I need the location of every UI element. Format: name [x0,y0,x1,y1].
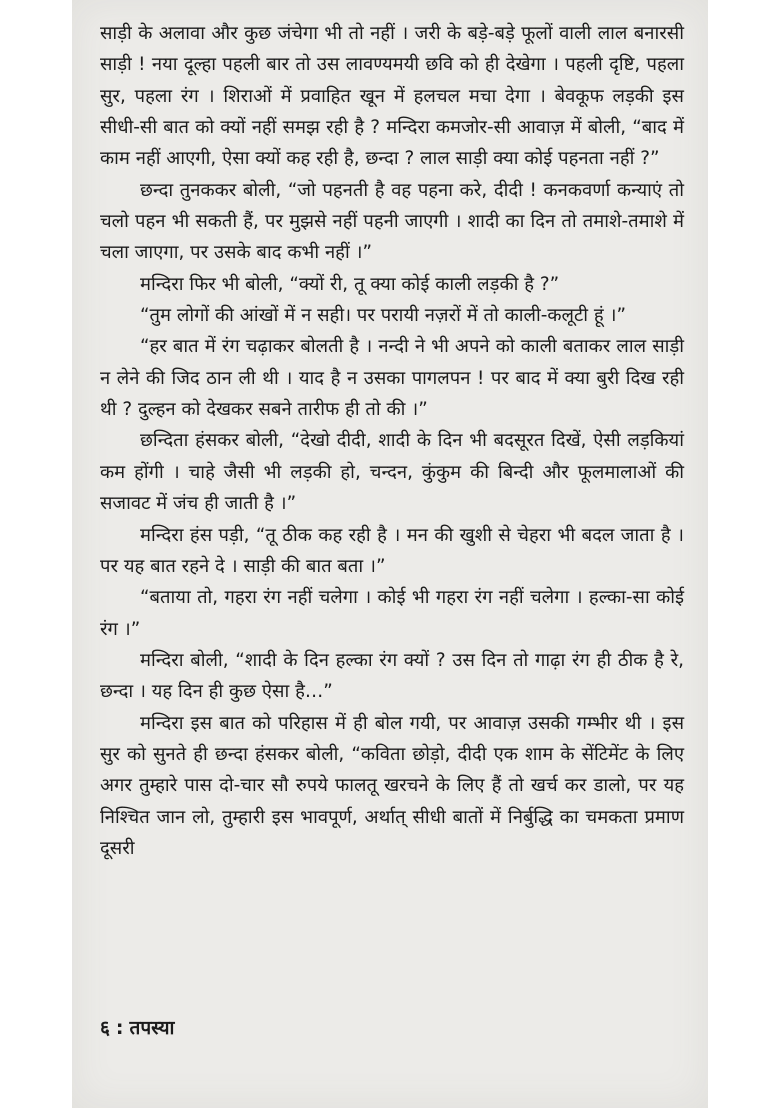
book-page [72,0,708,1108]
footer-separator: : [115,1017,124,1039]
paragraph-3: मन्दिरा फिर भी बोली, “क्यों री, तू क्या कोई काली लड़की है ?” [140,273,560,295]
paragraph-9: मन्दिरा बोली, “शादी के दिन हल्का रंग क्यों ? उस दिन तो गाढ़ा रंग ही ठीक है रे, छन्दा । यह दिन ही कुछ ऐसा है…” [100,649,684,703]
paragraph-8: “बताया तो, गहरा रंग नहीं चलेगा । कोई भी गहरा रंग नहीं चलेगा । हल्का-सा कोई रंग ।” [100,587,684,640]
paragraph-1: साड़ी के अलावा और कुछ जंचेगा भी तो नहीं । जरी के बड़े-बड़े फूलों वाली लाल बनारसी साड़ी ! नया दूल्हा पहली बार तो उस लावण्यमयी छवि को ही देखेगा । पहली दृष्टि, पहला सुर, पहला रंग । शिराओं में प्रवाहित खून में हलचल मचा देगा । बेवकूफ लड़की इस सीधी-सी बात को क्यों नहीं समझ रही है ? मन्दिरा कमजोर-सी आवाज़ में बोली, “बाद में काम नहीं आएगी, ऐसा क्यों कह रही है, छन्दा ? लाल साड़ी क्या कोई पहनता नहीं ?” [100,23,684,170]
paragraph-7: मन्दिरा हंस पड़ी, “तू ठीक कह रही है । मन की खुशी से चेहरा भी बदल जाता है । पर यह बात रहने दे । साड़ी की बात बता ।” [100,524,684,577]
paragraph-10: मन्दिरा इस बात को परिहास में ही बोल गयी, पर आवाज़ उसकी गम्भीर थी । इस सुर को सुनते ही छन्दा हंसकर बोली, “कविता छोड़ो, दीदी एक शाम के सेंटिमेंट के लिए अगर तुम्हारे पास दो-चार सौ रुपये फालतू खरचने के लिए हैं तो खर्च कर डालो, पर यह निश्चित जान लो, तुम्हारी इस भावपूर्ण, अर्थात् सीधी बातों में निर्बुद्धि का चमकता प्रमाण दूसरी [100,712,684,859]
page-number: ६ [100,1017,110,1039]
paragraph-5: “हर बात में रंग चढ़ाकर बोलती है । नन्दी ने भी अपने को काली बताकर लाल साड़ी न लेने की जिद ठान ली थी । याद है न उसका पागलपन ! पर बाद में क्या बुरी दिख रही थी ? दुल्हन को देखकर सबने तारीफ ही तो की ।” [100,336,684,421]
paragraph-2: छन्दा तुनककर बोली, “जो पहनती है वह पहना करे, दीदी ! कनकवर्णा कन्याएं तो चलो पहन भी सकती हैं, पर मुझसे नहीं पहनी जाएगी । शादी का दिन तो तमाशे-तमाशे में चला जाएगा, पर उसके बाद कभी नहीं ।” [100,179,684,264]
page-footer [100,1014,180,1040]
book-title: तपस्या [129,1017,175,1039]
body-text [100,18,684,864]
paragraph-6: छन्दिता हंसकर बोली, “देखो दीदी, शादी के दिन भी बदसूरत दिखें, ऐसी लड़कियां कम होंगी । चाहे जैसी भी लड़की हो, चन्दन, कुंकुम की बिन्दी और फूलमालाओं की सजावट में जंच ही जाती है ।” [100,430,684,515]
paragraph-4: “तुम लोगों की आंखों में न सही। पर परायी नज़रों में तो काली-कलूटी हूं ।” [140,305,626,327]
